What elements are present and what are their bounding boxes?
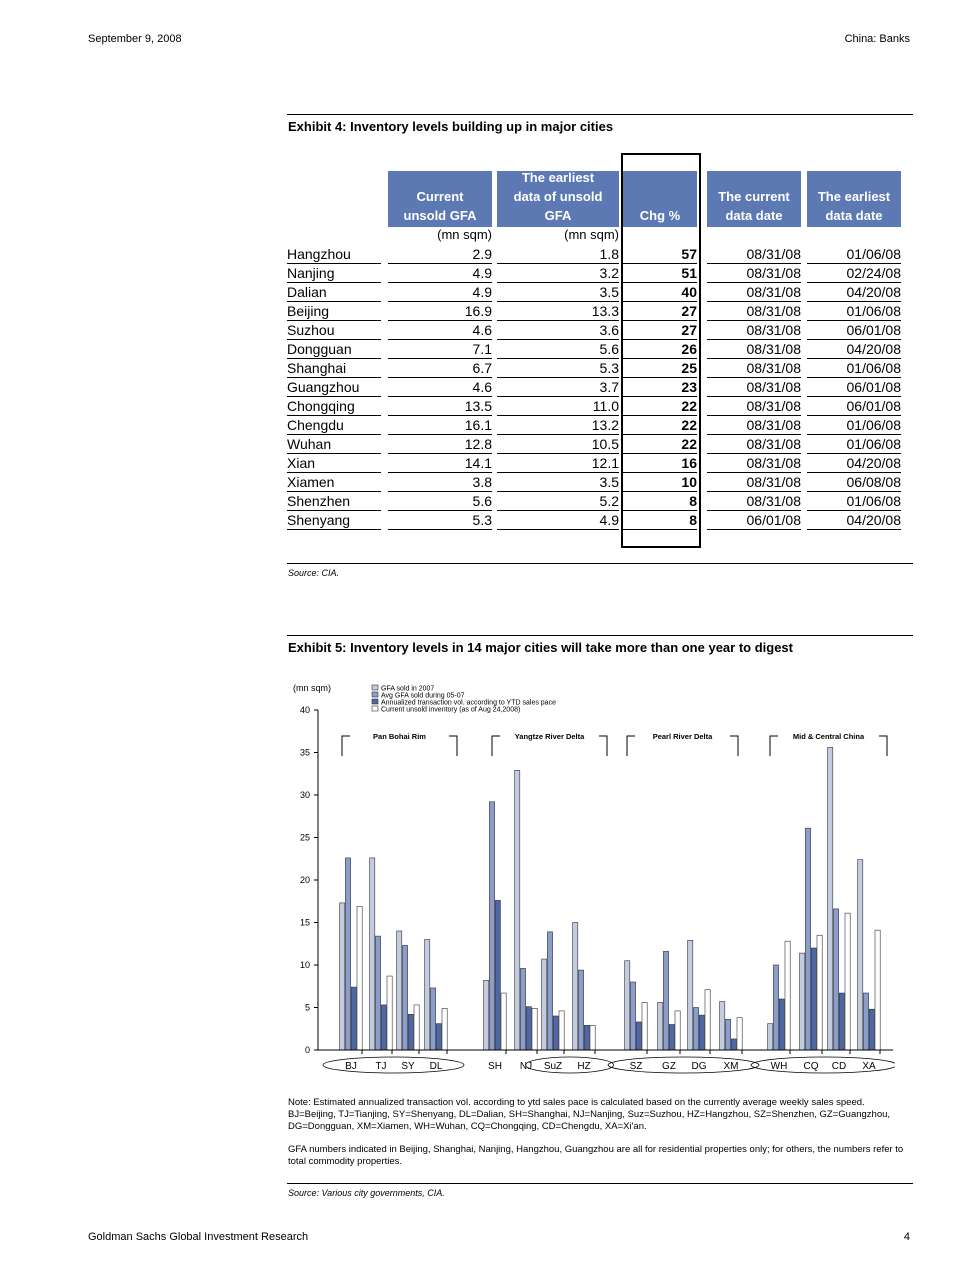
cell-earliest-date: 06/01/08 xyxy=(807,321,901,340)
group-label: Pearl River Delta xyxy=(652,732,713,741)
table-row xyxy=(287,264,901,283)
bar xyxy=(515,770,520,1050)
table-row xyxy=(287,397,901,416)
bar xyxy=(705,990,710,1050)
cell-earliest-date: 04/20/08 xyxy=(807,454,901,473)
x-tick-label: CD xyxy=(831,1061,847,1072)
bar xyxy=(526,1007,531,1050)
header-section: China: Banks xyxy=(844,33,910,45)
cell-earliest-date: 01/06/08 xyxy=(807,416,901,435)
legend-label: GFA sold in 2007 xyxy=(381,685,435,693)
cell-chg: 57 xyxy=(623,245,697,264)
bar xyxy=(828,747,833,1050)
exhibit4-source: Source: CIA. xyxy=(288,568,340,578)
cell-current-date: 08/31/08 xyxy=(707,302,801,321)
bar xyxy=(387,976,392,1050)
cell-city: Guangzhou xyxy=(287,378,381,397)
cell-current-gfa: 5.6 xyxy=(388,492,492,511)
cell-earliest-date: 01/06/08 xyxy=(807,492,901,511)
cell-city: Suzhou xyxy=(287,321,381,340)
y-axis-label: (mn sqm) xyxy=(293,683,331,693)
cell-current-gfa: 12.8 xyxy=(388,435,492,454)
cell-earliest-gfa: 11.0 xyxy=(497,397,619,416)
bar xyxy=(414,1005,419,1050)
cell-earliest-date: 06/01/08 xyxy=(807,378,901,397)
col-header-earliest-date: The earliest data date xyxy=(807,171,901,227)
y-tick-label: 0 xyxy=(304,1045,310,1055)
legend-swatch xyxy=(372,706,378,711)
cell-current-gfa: 14.1 xyxy=(388,454,492,473)
bar xyxy=(658,1002,663,1050)
footer-page-number: 4 xyxy=(903,1231,910,1243)
bar xyxy=(547,932,552,1050)
group-bracket xyxy=(627,736,635,756)
cell-chg: 27 xyxy=(623,321,697,340)
table-row xyxy=(287,283,901,302)
bar xyxy=(699,1015,704,1050)
legend-label: Avg GFA sold during 05-07 xyxy=(381,692,465,700)
cell-chg: 22 xyxy=(623,416,697,435)
cell-chg: 22 xyxy=(623,435,697,454)
unit-label: (mn sqm) xyxy=(564,227,619,242)
group-label: Mid & Central China xyxy=(792,732,865,741)
bar xyxy=(351,987,356,1050)
bar xyxy=(731,1039,736,1050)
cell-chg: 26 xyxy=(623,340,697,359)
cell-chg: 27 xyxy=(623,302,697,321)
header-date: September 9, 2008 xyxy=(88,33,182,45)
bar xyxy=(800,953,805,1050)
cell-earliest-gfa: 1.8 xyxy=(497,245,619,264)
cell-current-date: 08/31/08 xyxy=(707,359,801,378)
table-row xyxy=(287,492,901,511)
x-tick-label: DG xyxy=(691,1061,707,1072)
cell-current-gfa: 5.3 xyxy=(388,511,492,530)
cell-current-date: 08/31/08 xyxy=(707,397,801,416)
cell-current-date: 08/31/08 xyxy=(707,264,801,283)
group-bracket xyxy=(730,736,738,756)
cell-earliest-date: 04/20/08 xyxy=(807,283,901,302)
cell-earliest-date: 02/24/08 xyxy=(807,264,901,283)
cell-current-gfa: 16.1 xyxy=(388,416,492,435)
cell-city: Shenzhen xyxy=(287,492,381,511)
bar xyxy=(489,802,494,1050)
cell-current-gfa: 6.7 xyxy=(388,359,492,378)
exhibit5-note: Note: Estimated annualized transaction vol. according to ytd sales pace is calculated based on the currently average weekly sales speed. BJ=Beijing, TJ=Tianjing, SY=Shenyang, DL=Dalian, SH=Shanghai, NJ=Nanjing, Suz=Suzhou, HZ=Hangzhou, SZ=Shenzhen, GZ=Guangzhou, DG=Dongguan, XM=Xiamen, WH=Wuhan, CQ=Chongqing, CD=Chengdu, XA=Xi'an. xyxy=(288,1097,891,1132)
cell-current-date: 06/01/08 xyxy=(707,511,801,530)
cell-earliest-date: 06/08/08 xyxy=(807,473,901,492)
bar xyxy=(381,1005,386,1050)
cell-city: Dongguan xyxy=(287,340,381,359)
cell-chg: 8 xyxy=(623,511,697,530)
bar xyxy=(817,935,822,1050)
x-tick-label: DL xyxy=(429,1061,443,1072)
y-tick-label: 35 xyxy=(299,747,310,758)
x-tick-label: HZ xyxy=(577,1061,591,1072)
cell-city: Shenyang xyxy=(287,511,381,530)
legend-label: Annualized transaction vol. according to YTD sales pace xyxy=(381,699,556,707)
bar xyxy=(357,906,362,1050)
col-header-earliest-gfa: The earliest data of unsold GFA xyxy=(497,171,619,227)
cell-earliest-gfa: 5.2 xyxy=(497,492,619,511)
y-tick-label: 30 xyxy=(299,790,310,800)
bar xyxy=(520,968,525,1050)
cell-chg: 25 xyxy=(623,359,697,378)
cell-earliest-gfa: 3.6 xyxy=(497,321,619,340)
bar xyxy=(370,858,375,1050)
legend-label: Current unsold inventory (as of Aug 24,2008) xyxy=(381,706,521,714)
bar xyxy=(875,930,880,1050)
bar xyxy=(675,1011,680,1050)
bar xyxy=(375,936,380,1050)
bar xyxy=(642,1002,647,1050)
cell-earliest-gfa: 5.6 xyxy=(497,340,619,359)
bar xyxy=(779,999,784,1050)
exhibit4-title: Exhibit 4: Inventory levels building up in major cities xyxy=(288,119,614,134)
cell-chg: 40 xyxy=(623,283,697,302)
cell-current-date: 08/31/08 xyxy=(707,435,801,454)
cell-current-gfa: 4.9 xyxy=(388,283,492,302)
bar xyxy=(858,860,863,1050)
bar xyxy=(636,1022,641,1050)
cell-chg: 51 xyxy=(623,264,697,283)
cell-earliest-gfa: 13.3 xyxy=(497,302,619,321)
group-bracket xyxy=(449,736,457,756)
x-tick-label: XA xyxy=(862,1061,876,1072)
exhibit5-note-gfa: GFA numbers indicated in Beijing, Shanghai, Nanjing, Hangzhou, Guangzhou are all for residential properties only; for others, the numbers refer to total commodity properties. xyxy=(288,1144,904,1167)
x-tick-label: XM xyxy=(723,1061,739,1072)
cell-current-date: 08/31/08 xyxy=(707,378,801,397)
group-label: Yangtze River Delta xyxy=(514,732,585,741)
bar xyxy=(573,923,578,1051)
bar xyxy=(845,913,850,1050)
y-tick-label: 20 xyxy=(299,875,310,885)
inventory-bar-chart xyxy=(285,680,895,1076)
bar xyxy=(688,940,693,1050)
cell-city: Beijing xyxy=(287,302,381,321)
group-bracket xyxy=(342,736,350,756)
cell-current-date: 08/31/08 xyxy=(707,340,801,359)
table-row xyxy=(287,511,901,530)
cell-city: Shanghai xyxy=(287,359,381,378)
bar xyxy=(553,1016,558,1050)
group-label: Pan Bohai Rim xyxy=(373,732,426,741)
y-tick-label: 25 xyxy=(299,832,310,843)
col-header-chg: Chg % xyxy=(623,171,697,227)
cell-city: Chongqing xyxy=(287,397,381,416)
x-tick-label: WH xyxy=(770,1061,788,1072)
table-row xyxy=(287,378,901,397)
bar xyxy=(542,959,547,1050)
bar xyxy=(773,965,778,1050)
bar xyxy=(737,1018,742,1050)
cell-current-date: 08/31/08 xyxy=(707,283,801,302)
bar xyxy=(833,909,838,1050)
col-header-current-date: The current data date xyxy=(707,171,801,227)
cell-earliest-gfa: 13.2 xyxy=(497,416,619,435)
x-tick-label: BJ xyxy=(345,1061,357,1072)
bar xyxy=(559,1011,564,1050)
bar xyxy=(811,948,816,1050)
x-tick-label: GZ xyxy=(662,1061,676,1072)
bar xyxy=(869,1009,874,1050)
bar xyxy=(863,993,868,1050)
legend-swatch xyxy=(372,685,378,690)
unit-label: (mn sqm) xyxy=(437,227,492,242)
cell-earliest-gfa: 4.9 xyxy=(497,511,619,530)
cell-current-date: 08/31/08 xyxy=(707,245,801,264)
cell-chg: 10 xyxy=(623,473,697,492)
group-ellipse xyxy=(526,1057,614,1073)
cell-earliest-gfa: 3.5 xyxy=(497,283,619,302)
bar xyxy=(584,1025,589,1050)
exhibit5-source: Source: Various city governments, CIA. xyxy=(288,1188,445,1198)
bar xyxy=(484,980,489,1050)
cell-current-gfa: 16.9 xyxy=(388,302,492,321)
bar xyxy=(663,951,668,1050)
cell-earliest-gfa: 10.5 xyxy=(497,435,619,454)
cell-current-gfa: 4.9 xyxy=(388,264,492,283)
cell-city: Wuhan xyxy=(287,435,381,454)
y-tick-label: 40 xyxy=(299,705,310,715)
bar xyxy=(408,1014,413,1050)
bar xyxy=(340,903,345,1050)
cell-city: Xian xyxy=(287,454,381,473)
col-header-current-gfa: Current unsold GFA xyxy=(388,171,492,227)
cell-current-date: 08/31/08 xyxy=(707,454,801,473)
bar xyxy=(578,970,583,1050)
exhibit5-top-rule xyxy=(287,635,913,636)
bar xyxy=(345,858,350,1050)
group-bracket xyxy=(492,736,500,756)
cell-chg: 16 xyxy=(623,454,697,473)
table-row xyxy=(287,359,901,378)
table-row xyxy=(287,435,901,454)
bar xyxy=(402,945,407,1050)
cell-earliest-gfa: 12.1 xyxy=(497,454,619,473)
bar xyxy=(720,1002,725,1050)
table-row xyxy=(287,416,901,435)
x-tick-label: SuZ xyxy=(543,1061,563,1072)
y-tick-label: 5 xyxy=(304,1002,310,1013)
bar xyxy=(436,1024,441,1050)
cell-city: Nanjing xyxy=(287,264,381,283)
exhibit4-top-rule xyxy=(287,114,913,115)
bar xyxy=(785,941,790,1050)
table-row xyxy=(287,340,901,359)
x-tick-label: TJ xyxy=(375,1061,387,1072)
cell-city: Chengdu xyxy=(287,416,381,435)
bar xyxy=(768,1024,773,1050)
cell-city: Hangzhou xyxy=(287,245,381,264)
table-row xyxy=(287,321,901,340)
cell-earliest-date: 04/20/08 xyxy=(807,511,901,530)
cell-current-date: 08/31/08 xyxy=(707,492,801,511)
footer-publisher: Goldman Sachs Global Investment Research xyxy=(88,1231,309,1243)
x-tick-label: SH xyxy=(488,1061,502,1072)
exhibit5-bottom-rule xyxy=(287,1183,913,1184)
bar xyxy=(495,900,500,1050)
bar xyxy=(532,1008,537,1050)
legend-swatch xyxy=(372,692,378,697)
cell-current-gfa: 13.5 xyxy=(388,397,492,416)
y-tick-label: 15 xyxy=(299,917,310,928)
exhibit5-title: Exhibit 5: Inventory levels in 14 major cities will take more than one year to digest xyxy=(288,640,793,655)
table-row xyxy=(287,454,901,473)
bar xyxy=(501,993,506,1050)
cell-current-gfa: 4.6 xyxy=(388,321,492,340)
group-bracket xyxy=(770,736,778,756)
bar xyxy=(725,1019,730,1050)
table-row xyxy=(287,302,901,321)
y-tick-label: 10 xyxy=(299,960,310,970)
cell-current-date: 08/31/08 xyxy=(707,416,801,435)
cell-earliest-gfa: 3.7 xyxy=(497,378,619,397)
bar xyxy=(839,993,844,1050)
exhibit4-bottom-rule xyxy=(287,563,913,564)
cell-city: Dalian xyxy=(287,283,381,302)
cell-chg: 22 xyxy=(623,397,697,416)
bar xyxy=(430,988,435,1050)
group-bracket xyxy=(879,736,887,756)
legend-swatch xyxy=(372,699,378,704)
cell-chg: 23 xyxy=(623,378,697,397)
cell-earliest-date: 01/06/08 xyxy=(807,245,901,264)
bar xyxy=(625,961,630,1050)
bar xyxy=(442,1008,447,1050)
cell-earliest-date: 06/01/08 xyxy=(807,397,901,416)
cell-chg: 8 xyxy=(623,492,697,511)
bar xyxy=(693,1008,698,1051)
cell-city: Xiamen xyxy=(287,473,381,492)
cell-earliest-date: 01/06/08 xyxy=(807,435,901,454)
cell-earliest-date: 01/06/08 xyxy=(807,359,901,378)
x-tick-label: CQ xyxy=(803,1061,819,1072)
group-bracket xyxy=(599,736,607,756)
bar xyxy=(397,931,402,1050)
bar xyxy=(590,1025,595,1050)
bar xyxy=(669,1025,674,1051)
bar xyxy=(630,982,635,1050)
cell-current-gfa: 2.9 xyxy=(388,245,492,264)
x-tick-label: SZ xyxy=(629,1061,643,1072)
cell-current-date: 08/31/08 xyxy=(707,473,801,492)
cell-current-gfa: 4.6 xyxy=(388,378,492,397)
cell-earliest-gfa: 5.3 xyxy=(497,359,619,378)
table-row xyxy=(287,473,901,492)
cell-earliest-date: 04/20/08 xyxy=(807,340,901,359)
cell-current-date: 08/31/08 xyxy=(707,321,801,340)
table-row xyxy=(287,245,901,264)
cell-current-gfa: 7.1 xyxy=(388,340,492,359)
bar xyxy=(425,940,430,1051)
group-ellipse xyxy=(323,1057,464,1073)
cell-earliest-gfa: 3.2 xyxy=(497,264,619,283)
cell-earliest-date: 01/06/08 xyxy=(807,302,901,321)
cell-earliest-gfa: 3.5 xyxy=(497,473,619,492)
bar xyxy=(805,828,810,1050)
x-tick-label: SY xyxy=(401,1061,415,1072)
x-tick-label: NJ xyxy=(519,1061,533,1072)
cell-current-gfa: 3.8 xyxy=(388,473,492,492)
